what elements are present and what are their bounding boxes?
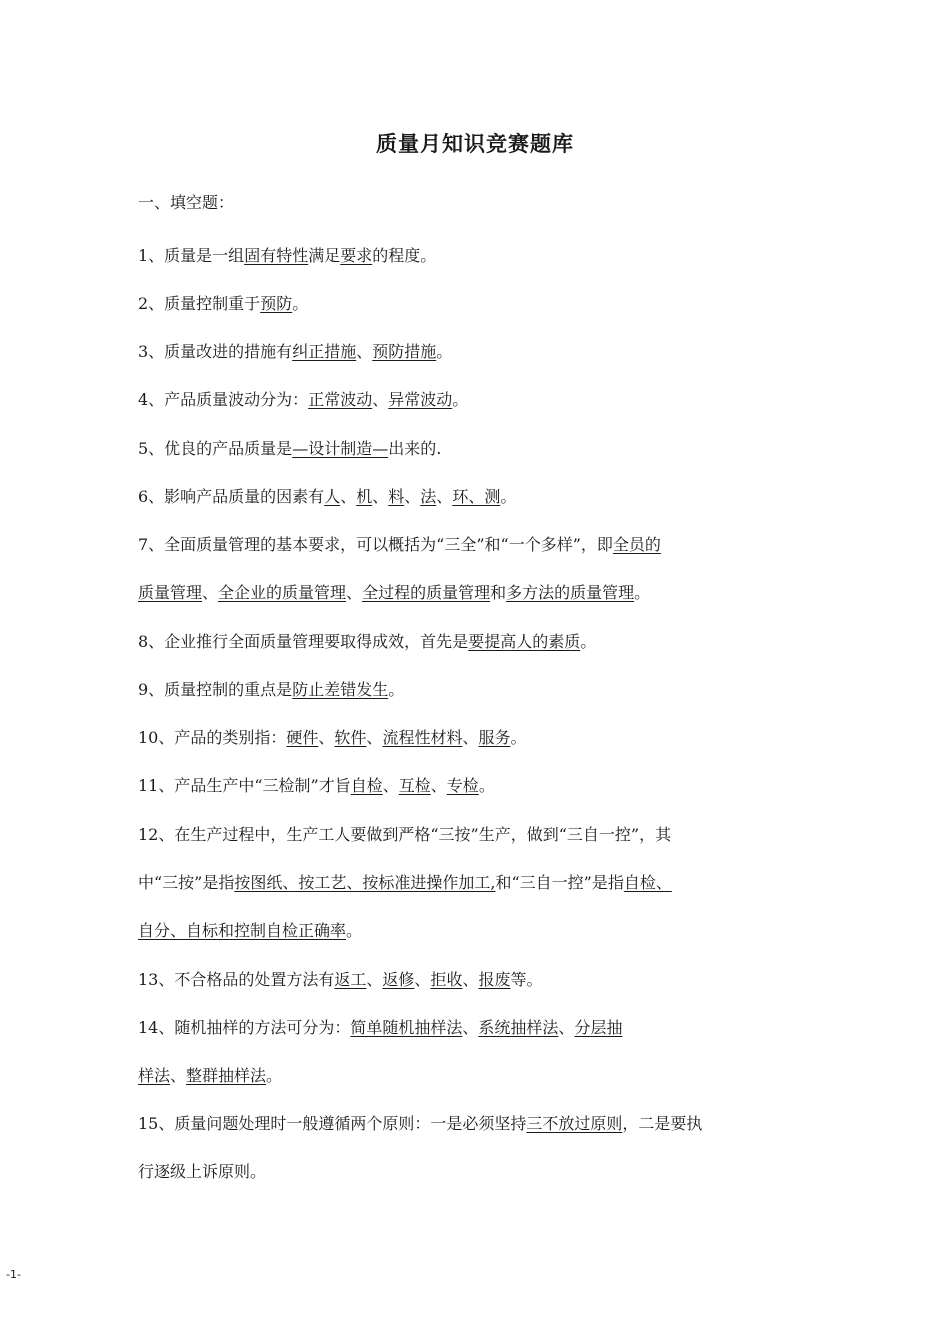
question-text: 。 xyxy=(580,632,597,651)
answer-blank: —设计制造— xyxy=(292,439,389,458)
question-line xyxy=(138,244,436,268)
question-line xyxy=(138,437,441,461)
question-line xyxy=(138,1160,266,1184)
question-text: 、 xyxy=(462,970,479,989)
answer-blank: 要求 xyxy=(340,246,373,265)
question-text: 、 xyxy=(436,487,453,506)
answer-blank: 简单随机抽样法 xyxy=(350,1018,463,1037)
question-text: 12、在生产过程中，生产工人要做到严格“三按”生产，做到“三自一控”，其 xyxy=(138,825,672,844)
answer-blank: 互检 xyxy=(398,776,431,795)
question-text: 。 xyxy=(510,728,527,747)
question-text: 。 xyxy=(346,921,363,940)
question-text: 2、质量控制重于 xyxy=(138,294,261,313)
question-text: 。 xyxy=(292,294,309,313)
question-text: 6、影响产品质量的因素有 xyxy=(138,487,325,506)
answer-blank: 按图纸、按工艺、按标准进操作加工, xyxy=(234,873,496,892)
question-text: 、 xyxy=(356,342,373,361)
question-text: 、 xyxy=(170,1066,187,1085)
question-text: 8、企业推行全面质量管理要取得成效，首先是 xyxy=(138,632,469,651)
answer-blank: 异常波动 xyxy=(388,390,453,409)
question-text: 15、质量问题处理时一般遵循两个原则：一是必须坚持 xyxy=(138,1114,527,1133)
question-line xyxy=(138,871,672,895)
question-text: 11、产品生产中“三检制”才旨 xyxy=(138,776,351,795)
answer-blank: 自检、 xyxy=(623,873,672,892)
question-text: 、 xyxy=(404,487,421,506)
answer-blank: 机 xyxy=(356,487,373,506)
answer-blank: 自检 xyxy=(350,776,383,795)
question-line xyxy=(138,388,468,412)
question-line xyxy=(138,485,516,509)
question-text: 、 xyxy=(558,1018,575,1037)
question-text: 。 xyxy=(452,390,469,409)
answer-blank: 正常波动 xyxy=(308,390,373,409)
question-text: 、 xyxy=(340,487,357,506)
question-text: 、 xyxy=(346,583,363,602)
question-text: 和“三自一控”是指 xyxy=(495,873,624,892)
question-text: 14、随机抽样的方法可分为： xyxy=(138,1018,351,1037)
answer-blank: 人 xyxy=(324,487,341,506)
answer-blank: 分层抽 xyxy=(574,1018,623,1037)
question-text: 满足 xyxy=(308,246,341,265)
question-text: 和 xyxy=(490,583,507,602)
question-text: 、 xyxy=(366,970,383,989)
answer-blank: 自分、自标和控制自检正确率 xyxy=(138,921,347,940)
question-text: 、 xyxy=(202,583,219,602)
answer-blank: 软件 xyxy=(334,728,367,747)
question-text: 1、质量是一组 xyxy=(138,246,245,265)
question-text: 。 xyxy=(266,1066,283,1085)
answer-blank: 要提高人的素质 xyxy=(468,632,581,651)
answer-blank: 全员的 xyxy=(612,535,661,554)
question-line xyxy=(138,1016,622,1040)
question-text: 9、质量控制的重点是 xyxy=(138,680,293,699)
question-text: 、 xyxy=(414,970,431,989)
question-line xyxy=(138,823,671,847)
question-line xyxy=(138,968,543,992)
answer-blank: 流程性材料 xyxy=(382,728,463,747)
question-line xyxy=(138,292,308,316)
question-text: 4、产品质量波动分为： xyxy=(138,390,309,409)
answer-blank: 全过程的质量管理 xyxy=(362,583,491,602)
question-line xyxy=(138,533,661,557)
question-text: 、 xyxy=(318,728,335,747)
answer-blank: 整群抽样法 xyxy=(186,1066,267,1085)
question-line xyxy=(138,340,452,364)
answer-blank: 专检 xyxy=(446,776,479,795)
answer-blank: 纠正措施 xyxy=(292,342,357,361)
answer-blank: 服务 xyxy=(478,728,511,747)
answer-blank: 固有特性 xyxy=(244,246,309,265)
question-text: 13、不合格品的处置方法有 xyxy=(138,970,335,989)
question-line xyxy=(138,630,596,654)
question-text: 、 xyxy=(462,728,479,747)
answer-blank: 质量管理 xyxy=(138,583,203,602)
answer-blank: 样法 xyxy=(138,1066,171,1085)
question-text: 、 xyxy=(430,776,447,795)
question-line xyxy=(138,581,650,605)
question-text: 。 xyxy=(436,342,453,361)
question-text: 等。 xyxy=(510,970,543,989)
page-title: 质量月知识竞赛题库 xyxy=(376,132,574,156)
question-text: 。 xyxy=(388,680,405,699)
answer-blank: 硬件 xyxy=(286,728,319,747)
question-text: 7、全面质量管理的基本要求，可以概括为“三全”和“一个多样”，即 xyxy=(138,535,613,554)
question-text: 行逐级上诉原则。 xyxy=(138,1162,267,1181)
section-heading: 一、填空题： xyxy=(138,193,235,212)
answer-blank: 拒收 xyxy=(430,970,463,989)
question-text: 、 xyxy=(382,776,399,795)
answer-blank: 防止差错发生 xyxy=(292,680,389,699)
answer-blank: 多方法的质量管理 xyxy=(506,583,635,602)
answer-blank: 预防措施 xyxy=(372,342,437,361)
answer-blank: 三不放过原则 xyxy=(526,1114,623,1133)
question-line xyxy=(138,1112,702,1136)
question-line xyxy=(138,919,362,943)
answer-blank: 系统抽样法 xyxy=(478,1018,559,1037)
answer-blank: 返修 xyxy=(382,970,415,989)
answer-blank: 报废 xyxy=(478,970,511,989)
question-text: 。 xyxy=(478,776,495,795)
question-text: 、 xyxy=(372,390,389,409)
question-text: 5、优良的产品质量是 xyxy=(138,439,293,458)
question-line xyxy=(138,1064,282,1088)
question-text: 10、产品的类别指： xyxy=(138,728,287,747)
answer-blank: 法 xyxy=(420,487,437,506)
question-text: ，二是要执 xyxy=(622,1114,703,1133)
answer-blank: 全企业的质量管理 xyxy=(218,583,347,602)
question-line xyxy=(138,678,404,702)
question-line xyxy=(138,774,495,798)
answer-blank: 环、测 xyxy=(452,487,501,506)
answer-blank: 料 xyxy=(388,487,405,506)
page-number: -1- xyxy=(6,1268,21,1281)
question-text: 、 xyxy=(372,487,389,506)
question-text: 中“三按”是指 xyxy=(138,873,235,892)
question-text: 出来的. xyxy=(388,439,442,458)
question-text: 、 xyxy=(366,728,383,747)
question-text: 3、质量改进的措施有 xyxy=(138,342,293,361)
answer-blank: 返工 xyxy=(334,970,367,989)
question-text: 、 xyxy=(462,1018,479,1037)
question-text: 。 xyxy=(500,487,517,506)
answer-blank: 预防 xyxy=(260,294,293,313)
question-text: 。 xyxy=(634,583,651,602)
question-line xyxy=(138,726,527,750)
question-text: 的程度。 xyxy=(372,246,437,265)
